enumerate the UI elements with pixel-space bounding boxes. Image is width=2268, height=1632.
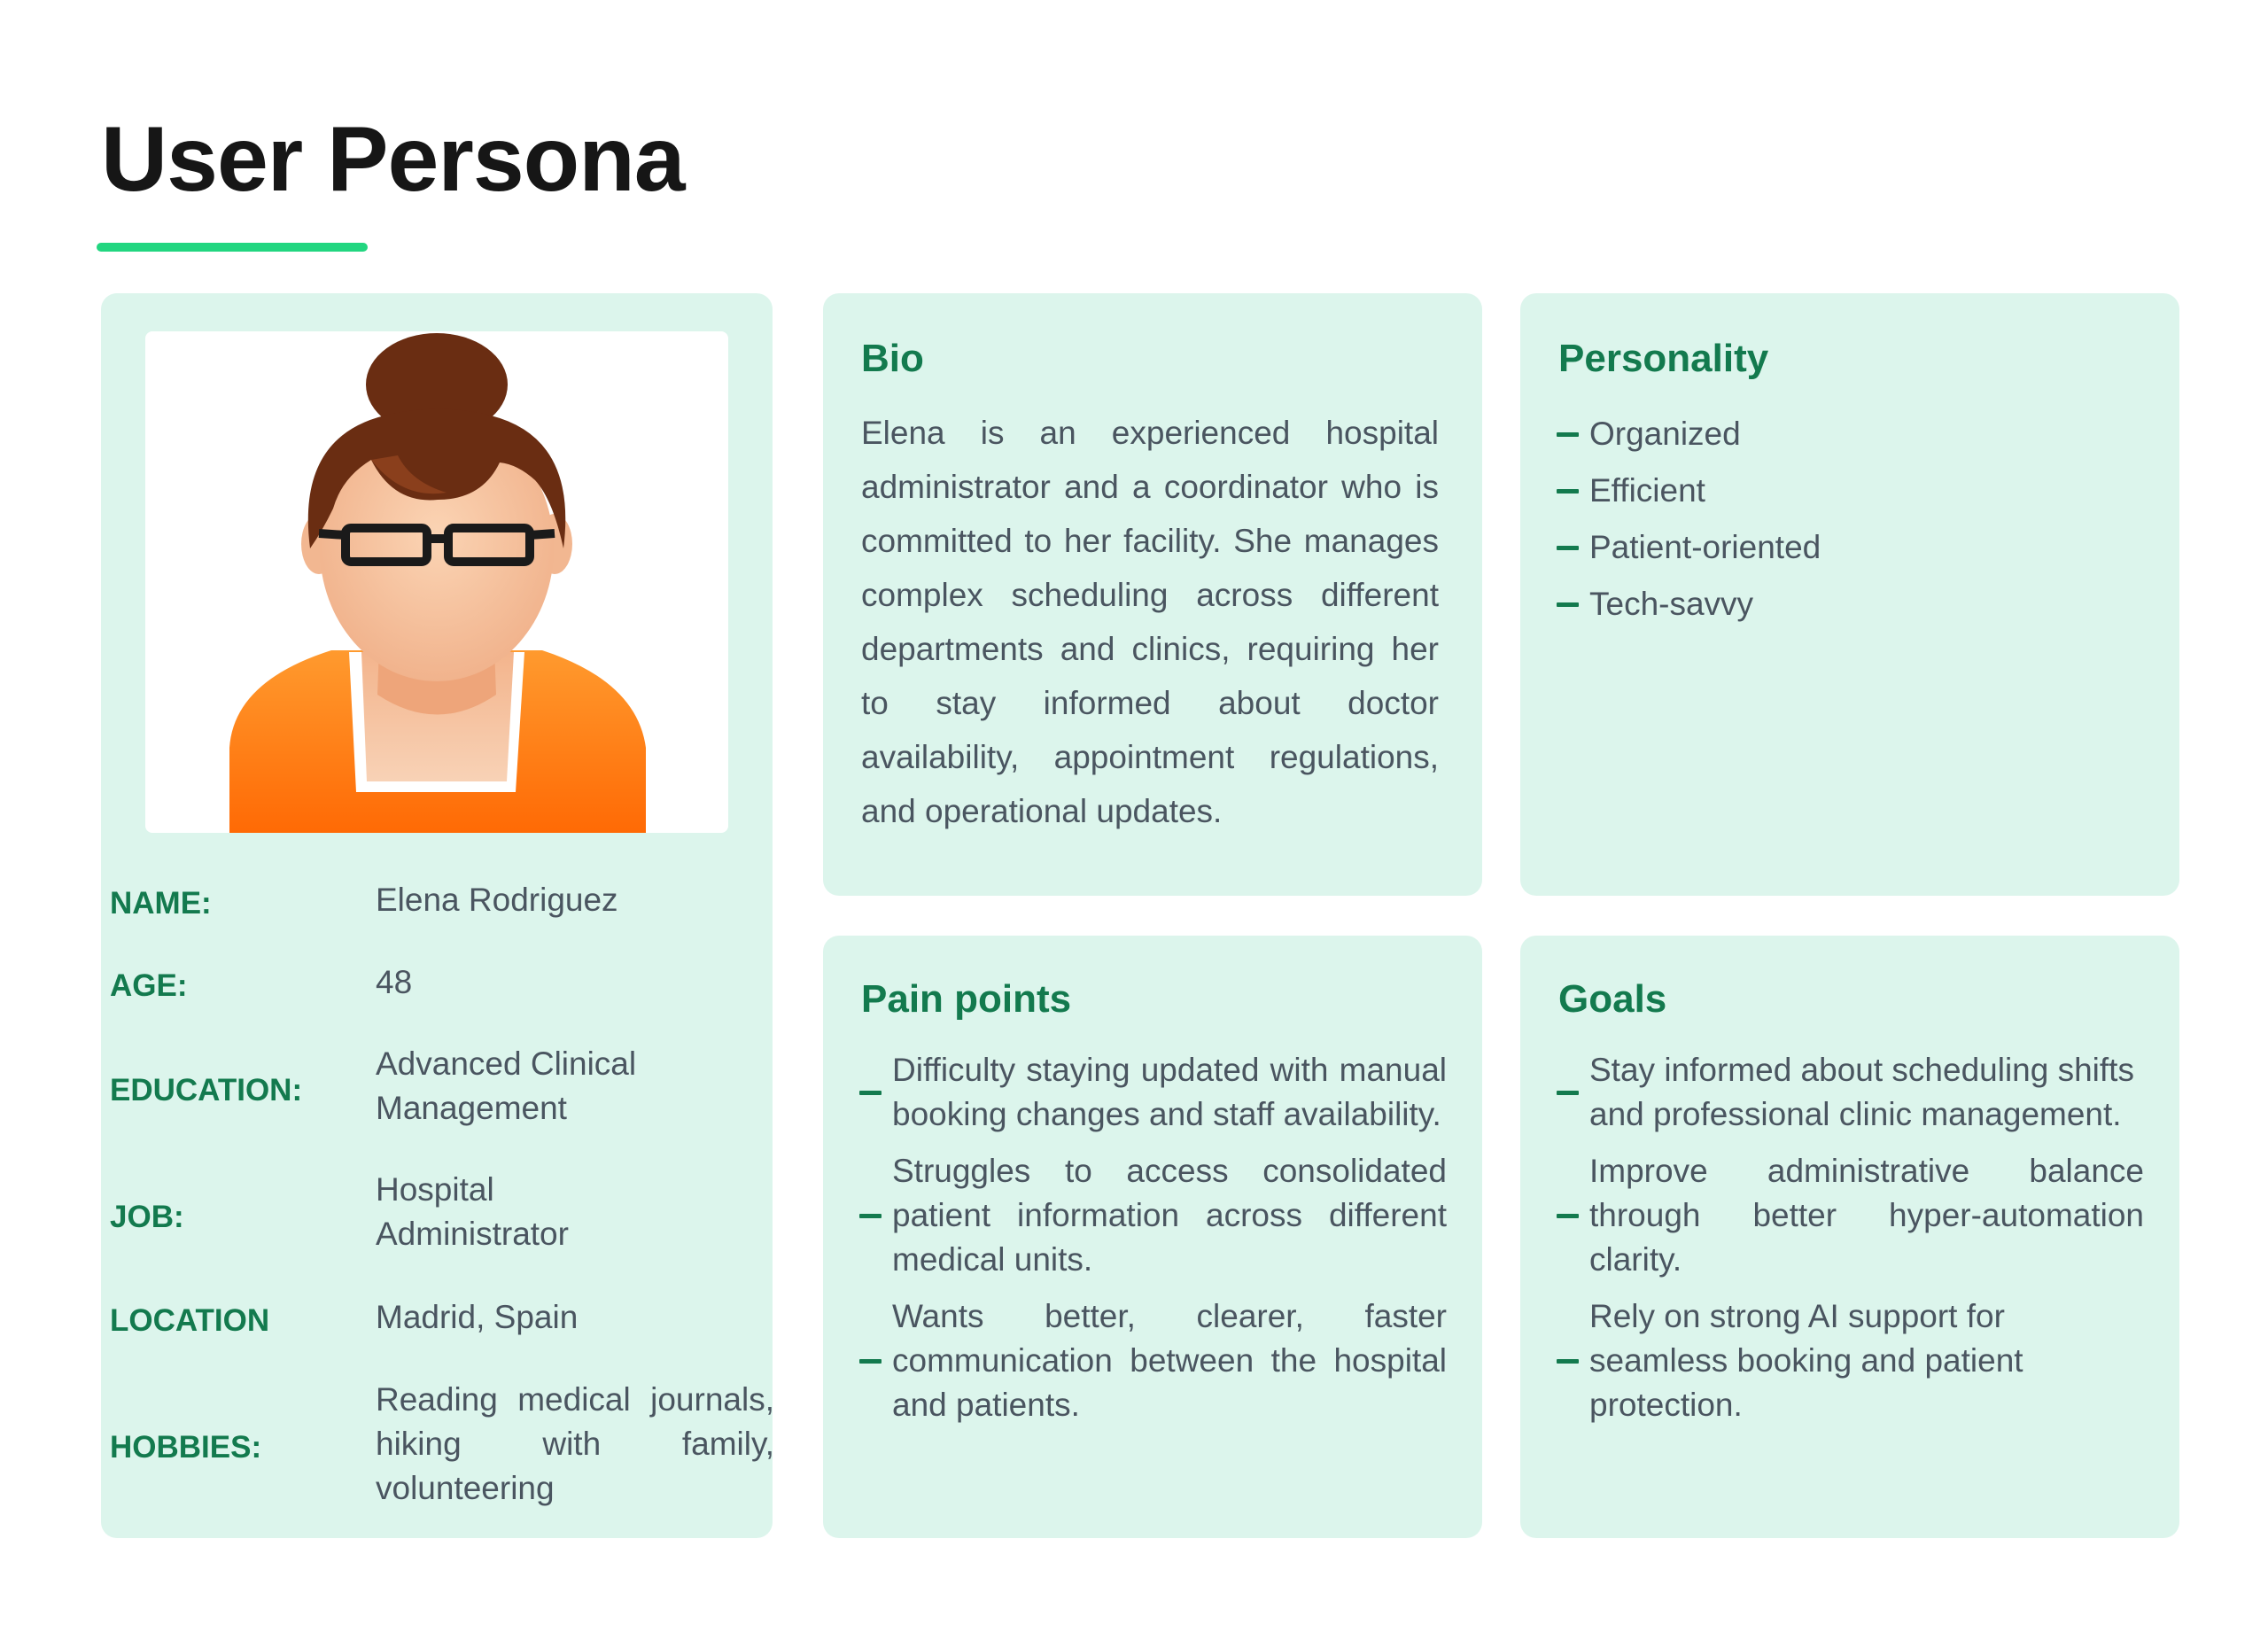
- list-item: [1557, 1048, 2146, 1137]
- goals-card: [1520, 936, 2179, 1538]
- list-item: [1557, 1149, 2146, 1282]
- dash-bullet-icon: [1557, 1091, 1579, 1095]
- dash-bullet-icon: [1557, 546, 1579, 550]
- pain-points-heading: Pain points: [861, 977, 1072, 1021]
- list-item: [1557, 1294, 2146, 1427]
- bio-heading: Bio: [861, 337, 924, 380]
- list-item: [1557, 519, 1821, 576]
- job-label: JOB:: [110, 1200, 184, 1234]
- list-item: [859, 1048, 1449, 1137]
- pain-points-card: [823, 936, 1482, 1538]
- female-avatar-with-glasses-icon: [145, 331, 728, 833]
- age-value: 48: [376, 964, 413, 1000]
- age-label: AGE:: [110, 968, 188, 1003]
- list-item: [1557, 462, 1821, 519]
- goals-heading: Goals: [1558, 977, 1667, 1021]
- pain-points-list: [859, 1048, 1449, 1440]
- dash-bullet-icon: [1557, 489, 1579, 493]
- list-item: [859, 1294, 1449, 1427]
- list-item-text: Improve administrative balance through better hyper-automation clarity.: [1589, 1153, 2144, 1278]
- personality-list: [1557, 406, 1821, 633]
- list-item: [1557, 406, 1821, 462]
- location-value: Madrid, Spain: [376, 1299, 579, 1335]
- list-item-text: Difficulty staying updated with manual booking changes and staff availability.: [892, 1052, 1447, 1132]
- location-label: LOCATION: [110, 1303, 270, 1338]
- list-item-text: Organized: [1589, 416, 1741, 452]
- page-title: User Persona: [101, 108, 685, 211]
- goals-list: [1557, 1048, 2146, 1440]
- dash-bullet-icon: [1557, 1214, 1579, 1218]
- dash-bullet-icon: [859, 1091, 882, 1095]
- list-item-text: Efficient: [1589, 472, 1705, 509]
- dash-bullet-icon: [1557, 602, 1579, 607]
- education-label: EDUCATION:: [110, 1073, 303, 1107]
- name-label: NAME:: [110, 886, 212, 921]
- list-item: [1557, 576, 1821, 633]
- list-item-text: Wants better, clearer, faster communication between the hospital and patients.: [892, 1298, 1447, 1423]
- list-item-text: Struggles to access consolidated patient information across different medical units.: [892, 1153, 1447, 1278]
- list-item-text: Rely on strong AI support for seamless booking and patient protection.: [1589, 1298, 2023, 1423]
- job-value: Hospital Administrator: [376, 1171, 569, 1252]
- dash-bullet-icon: [859, 1214, 882, 1218]
- list-item-text: Patient-oriented: [1589, 529, 1821, 565]
- list-item-text: Tech-savvy: [1589, 586, 1754, 622]
- dash-bullet-icon: [1557, 1359, 1579, 1364]
- name-value: Elena Rodriguez: [376, 882, 618, 918]
- title-underline: [97, 243, 368, 252]
- hobbies-value: Reading medical journals, hiking with family, volunteering: [376, 1381, 774, 1506]
- list-item-text: Stay informed about scheduling shifts and professional clinic management.: [1589, 1052, 2134, 1132]
- education-value: Advanced Clinical Management: [376, 1045, 637, 1126]
- list-item: [859, 1149, 1449, 1282]
- personality-card: [1520, 293, 2179, 896]
- hobbies-label: HOBBIES:: [110, 1430, 262, 1465]
- dash-bullet-icon: [859, 1359, 882, 1364]
- avatar: [145, 331, 728, 833]
- personality-heading: Personality: [1558, 337, 1769, 380]
- bio-card: [823, 293, 1482, 896]
- profile-card: [101, 293, 773, 1538]
- bio-text: Elena is an experienced hospital administrator and a coordinator who is committed to her facility. She manages complex scheduling across different departments and clinics, requiring her to stay informed about doctor availability, appointment regulations, and operational updates.: [861, 415, 1439, 829]
- dash-bullet-icon: [1557, 432, 1579, 437]
